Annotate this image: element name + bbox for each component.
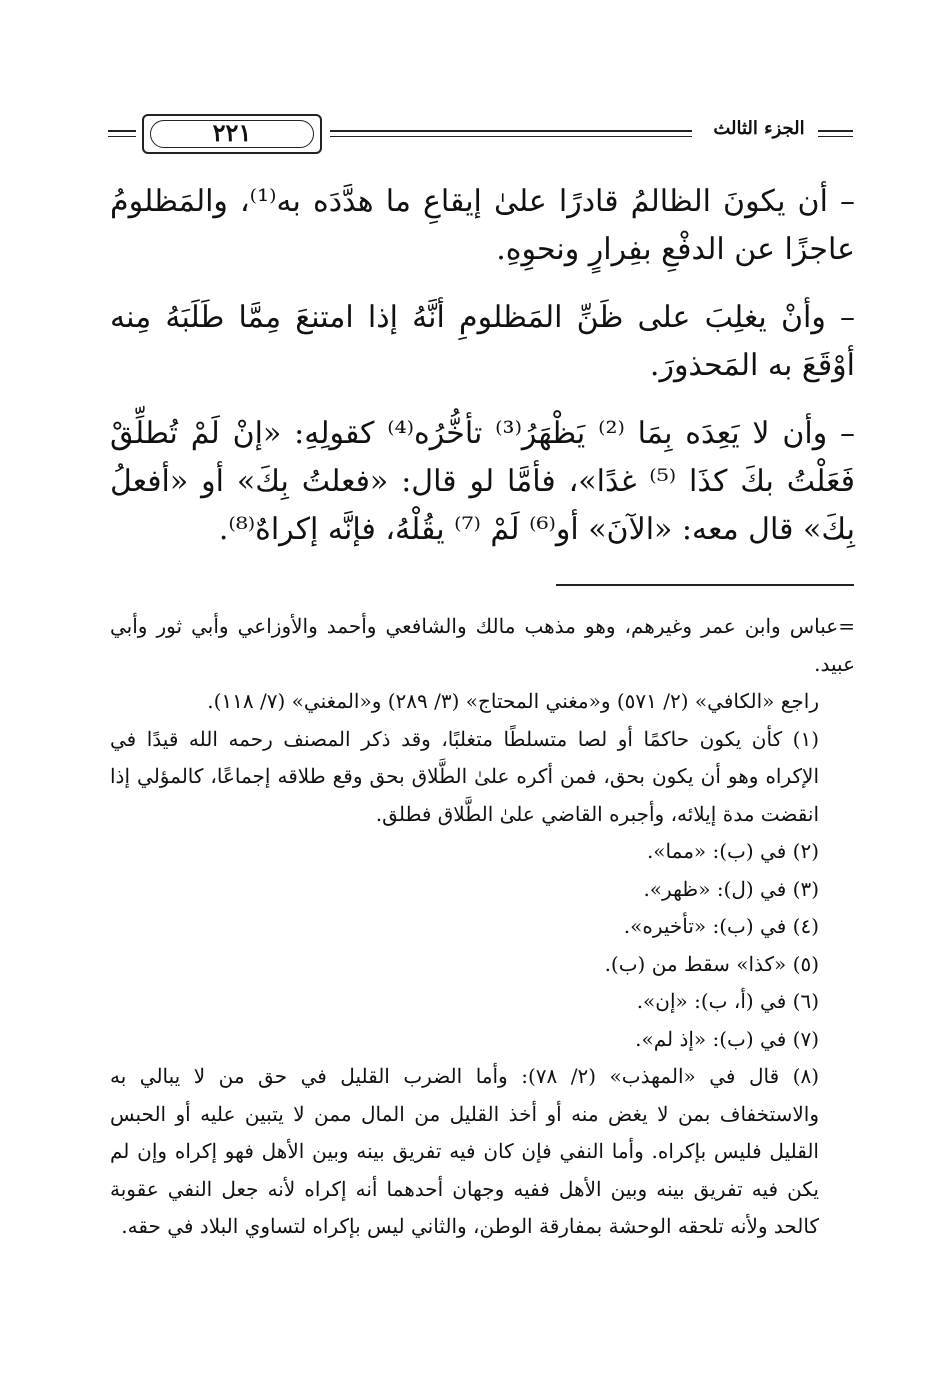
footnote-5: (٥) «كذا» سقط من (ب).	[604, 951, 819, 976]
footnote-7: (٧) في (ب): «إذ لم».	[635, 1026, 819, 1051]
footnote-8: (٨) قال في «المهذب» (٢/ ٧٨): وأما الضرب القليل في حق من لا يبالي به والاستخفاف بمن لا يغض منه أو أخذ القليل من المال ممن لا يتبين عليه أو الحبس القليل فليس بإكراه. وأما النفي فإن كان فيه تفريق بينه وبين الأهل فهو إكراه وإن لم يكن فيه تفريق بينه وبين الأهل ففيه وجهان أحدهما أنه إكراه لأنه جعل النفي عقوبة كالحد ولأنه تلحقه الوحشة بمفارقة الوطن، والثاني ليس بإكراه لتساوي البلاد في حقه.	[110, 1064, 819, 1238]
header-rule-left	[108, 130, 136, 137]
footnotes	[110, 608, 855, 1246]
footnote-4: (٤) في (ب): «تأخيره».	[623, 914, 819, 938]
main-text	[110, 178, 855, 574]
footnote-continuation: =عباس وابن عمر وغيرهم، وهو مذهب مالك والشافعي وأحمد والأوزاعي وأبي ثور وأبي عبيد.	[110, 614, 855, 676]
header-rule-middle	[330, 130, 692, 137]
main-paragraph: – أن يكونَ الظالمُ قادرًا علىٰ إيقاعِ ما هدَّدَه به⁽¹⁾، والمَظلومُ عاجزًا عن الدفْعِ بفِرارٍ ونحوِهِ.	[110, 184, 856, 267]
footnote-1: (١) كأن يكون حاكمًا أو لصا متسلطًا متغلبًا، وقد ذكر المصنف رحمه الله قيدًا في الإكراه وهو أن يكون بحق، فمن أكره علىٰ الطَّلاق بحق وقع طلاقه إجماعًا، كالمؤلي إذا انقضت مدة إيلائه، وأجبره القاضي علىٰ الطَّلاق فطلق.	[110, 726, 819, 826]
footnote-6: (٦) في (أ، ب): «إن».	[636, 989, 819, 1013]
footnote-reference: راجع «الكافي» (٢/ ٥٧١) و«مغني المحتاج» (٣/ ٢٨٩) و«المغني» (٧/ ١١٨).	[207, 689, 819, 713]
page-header	[108, 112, 853, 162]
footnote-3: (٣) في (ل): «ظهر».	[643, 876, 819, 901]
page-number-frame	[142, 114, 322, 154]
footnote-separator	[556, 584, 854, 586]
header-rule-right	[818, 130, 853, 137]
running-title: الجزء الثالث	[713, 118, 805, 139]
main-paragraph: – وأنْ يغلِبَ على ظَنِّ المَظلومِ أنَّهُ إذا امتنعَ مِمَّا طَلَبَهُ مِنه أوْقَعَ به المَحذورَ.	[110, 300, 855, 383]
footnote-2: (٢) في (ب): «مما».	[646, 839, 819, 863]
page-number: ٢٢١	[212, 118, 252, 147]
main-paragraph: – وأن لا يَعِدَه بِمَا ⁽²⁾ يَظْهَرُ⁽³⁾ تأخُّرُه⁽⁴⁾ كقولِهِ: «إنْ لَمْ تُطلِّقْ فَعَلْتُ بكَ كذَا ⁽⁵⁾ غدًا»، فأمَّا لو قال: «فعلتُ بِكَ» أو «أفعلُ بِكَ» قال معه: «الآنَ» أو⁽⁶⁾ لَمْ ⁽⁷⁾ يقُلْهُ، فإنَّه إكراهٌ⁽⁸⁾.	[110, 416, 855, 547]
